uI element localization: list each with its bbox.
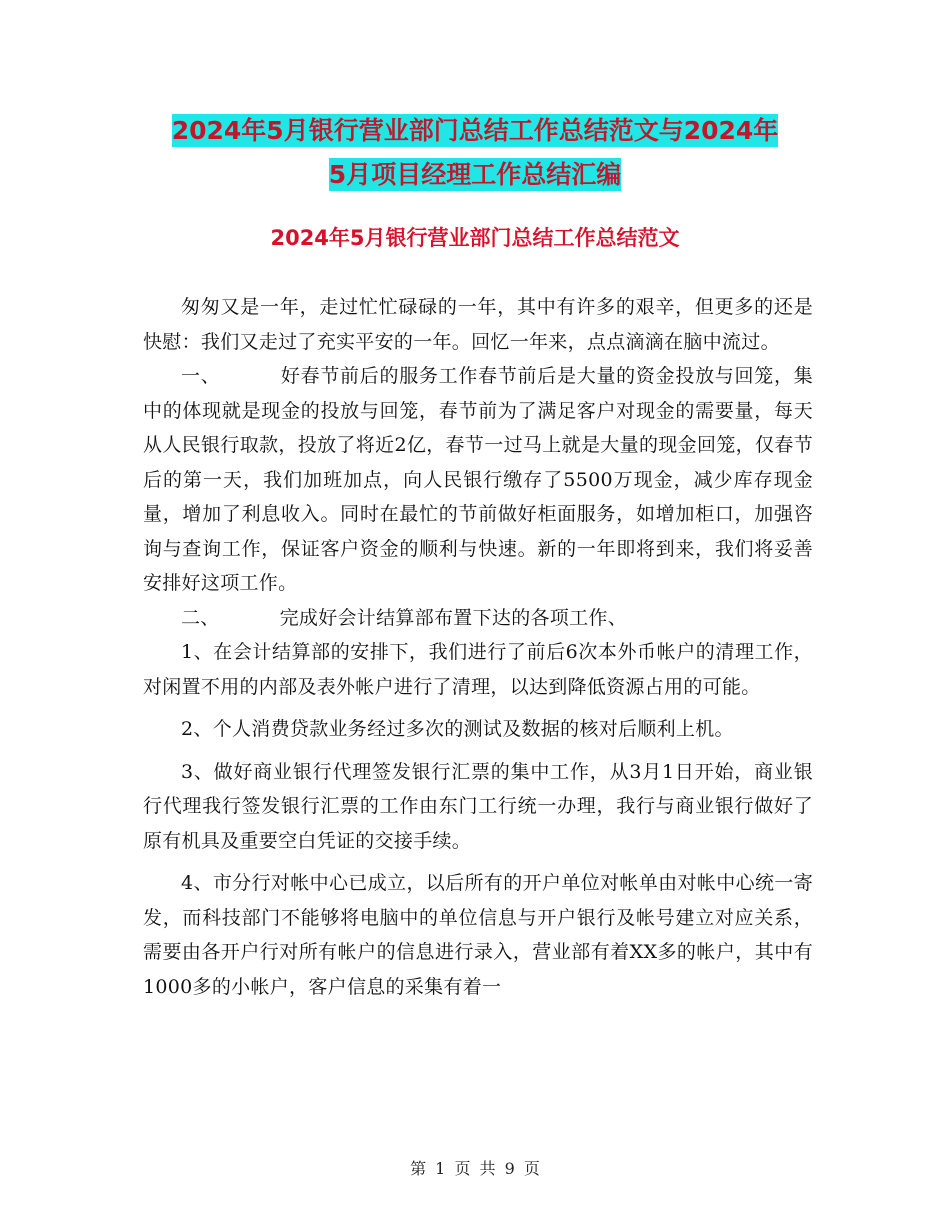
document-title-line-2 bbox=[0, 151, 950, 199]
list-marker-1: 一、 bbox=[181, 365, 221, 387]
section-title: 2024年5月银行营业部门总结工作总结范文 bbox=[270, 226, 680, 250]
paragraph-sub-1: 1、在会计结算部的安排下，我们进行了前后6次本外币帐户的清理工作，对闲置不用的内部及表外帐户进行了清理，以达到降低资源占用的可能。 bbox=[143, 641, 813, 698]
document-title-line-1 bbox=[0, 107, 950, 155]
document-title-text-1: 2024年5月银行营业部门总结工作总结范文与2024年 bbox=[171, 116, 779, 145]
paragraph-sub-2: 2、个人消费贷款业务经过多次的测试及数据的核对后顺利上机。 bbox=[181, 718, 734, 740]
paragraph-item-2-text: 完成好会计结算部布置下达的各项工作、 bbox=[279, 606, 628, 629]
paragraph-item-2 bbox=[143, 601, 813, 636]
paragraph-item-1-text: 好春节前后的服务工作春节前后是大量的资金投放与回笼，集中的体现就是现金的投放与回笼，春节前为了满足客户对现金的需要量，每天从人民银行取款，投放了将近2亿，春节一过马上就是大量的现金回笼，仅春节后的第一天，我们加班加点，向人民银行缴存了5500万现金，减少库存现金量，增加了利息收入。同时在最忙的节前做好柜面服务，如增加柜口，加强咨询与查询工作，保证客户资金的顺利与快速。新的一年即将到来，我们将妥善安排好这项工作。 bbox=[143, 365, 813, 594]
paragraph-sub-3: 3、做好商业银行代理签发银行汇票的集中工作，从3月1日开始，商业银行代理我行签发银行汇票的工作由东门工行统一办理，我行与商业银行做好了原有机具及重要空白凭证的交接手续。 bbox=[143, 760, 813, 852]
page-footer: 第 1 页 共 9 页 bbox=[410, 1159, 540, 1178]
document-title-text-2: 5月项目经理工作总结汇编 bbox=[328, 160, 622, 189]
paragraph-item-1 bbox=[143, 359, 813, 601]
paragraph-sub-4: 4、市分行对帐中心已成立，以后所有的开户单位对帐单由对帐中心统一寄发，而科技部门不能够将电脑中的单位信息与开户银行及帐号建立对应关系，需要由各开户行对所有帐户的信息进行录入，营业部有着XX多的帐户，其中有1000多的小帐户，客户信息的采集有着一 bbox=[143, 872, 813, 998]
document-body bbox=[143, 290, 813, 1004]
paragraph-intro: 匆匆又是一年，走过忙忙碌碌的一年，其中有许多的艰辛，但更多的还是快慰：我们又走过了充实平安的一年。回忆一年来，点点滴滴在脑中流过。 bbox=[143, 296, 813, 353]
list-marker-2: 二、 bbox=[181, 606, 220, 629]
